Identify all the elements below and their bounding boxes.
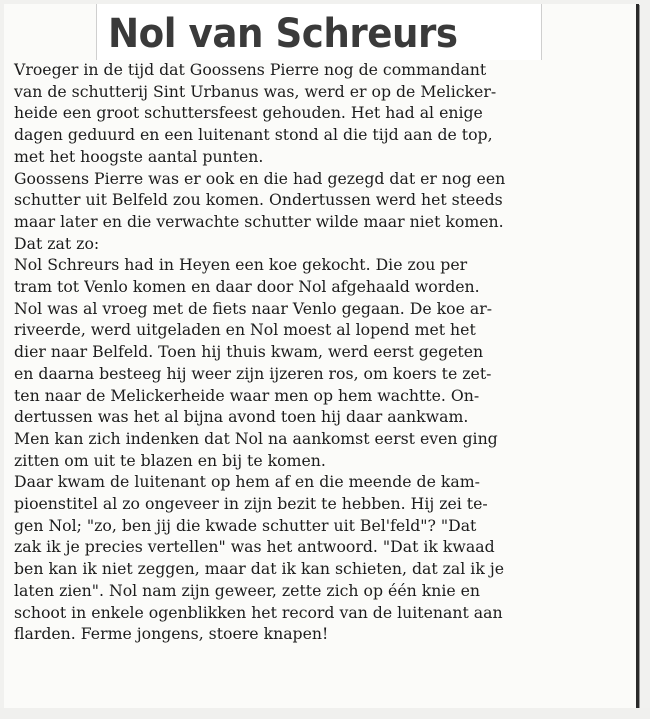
paragraph-3: Nol Schreurs had in Heyen een koe gekocht. Die zou per tram tot Venlo komen en daar door Nol afgehaald worden. Nol was al vroeg met de fiets naar Venlo gegaan. De koe ar- riveerde, werd uitgeladen en Nol moest al lopend met het dier naar Belfeld. Toen hij thuis kwam, werd eerst gegeten en daarna besteeg hij weer zijn ijzeren ros, om koers te zet- ten naar de Melickerheide waar men op hem wachtte. On- dertussen was het al bijna avond toen hij daar aankwam. Men kan zich indenken dat Nol na aankomst eerst even ging zitten om uit te blazen en bij te komen.: [14, 256, 498, 470]
paragraph-4: Daar kwam de luitenant op hem af en die meende de kam- pioenstitel al zo ongeveer in zijn bezit te hebben. Hij zei te- gen Nol; "zo, ben jij die kwade schutter uit Bel'feld"? "Dat zak ik je precies vertellen" was het antwoord. "Dat ik kwaad ben kan ik niet zeggen, maar dat ik kan schieten, dat zal ik je laten zien". Nol nam zijn geweer, zette zich op één knie en schoot in enkele ogenblikken het record van de luitenant aan flarden. Ferme jongens, stoere knapen!: [14, 473, 504, 644]
paragraph-1: Vroeger in de tijd dat Goossens Pierre nog de commandant van de schutterij Sint Urbanus was, werd er op de Melicker- heide een groot schuttersfeest gehouden. Het had al enige dagen geduurd en een luitenant stond al die tijd aan de top, met het hoogste aantal punten.: [14, 61, 497, 166]
article-body: [14, 60, 626, 646]
scan-bottom-margin: [0, 708, 650, 719]
headline: Nol van Schreurs: [108, 11, 458, 57]
paragraph-2: Goossens Pierre was er ook en die had gezegd dat er nog een schutter uit Belfeld zou komen. Ondertussen werd het steeds maar later en die verwachte schutter wilde maar niet komen. Dat zat zo:: [14, 169, 506, 253]
